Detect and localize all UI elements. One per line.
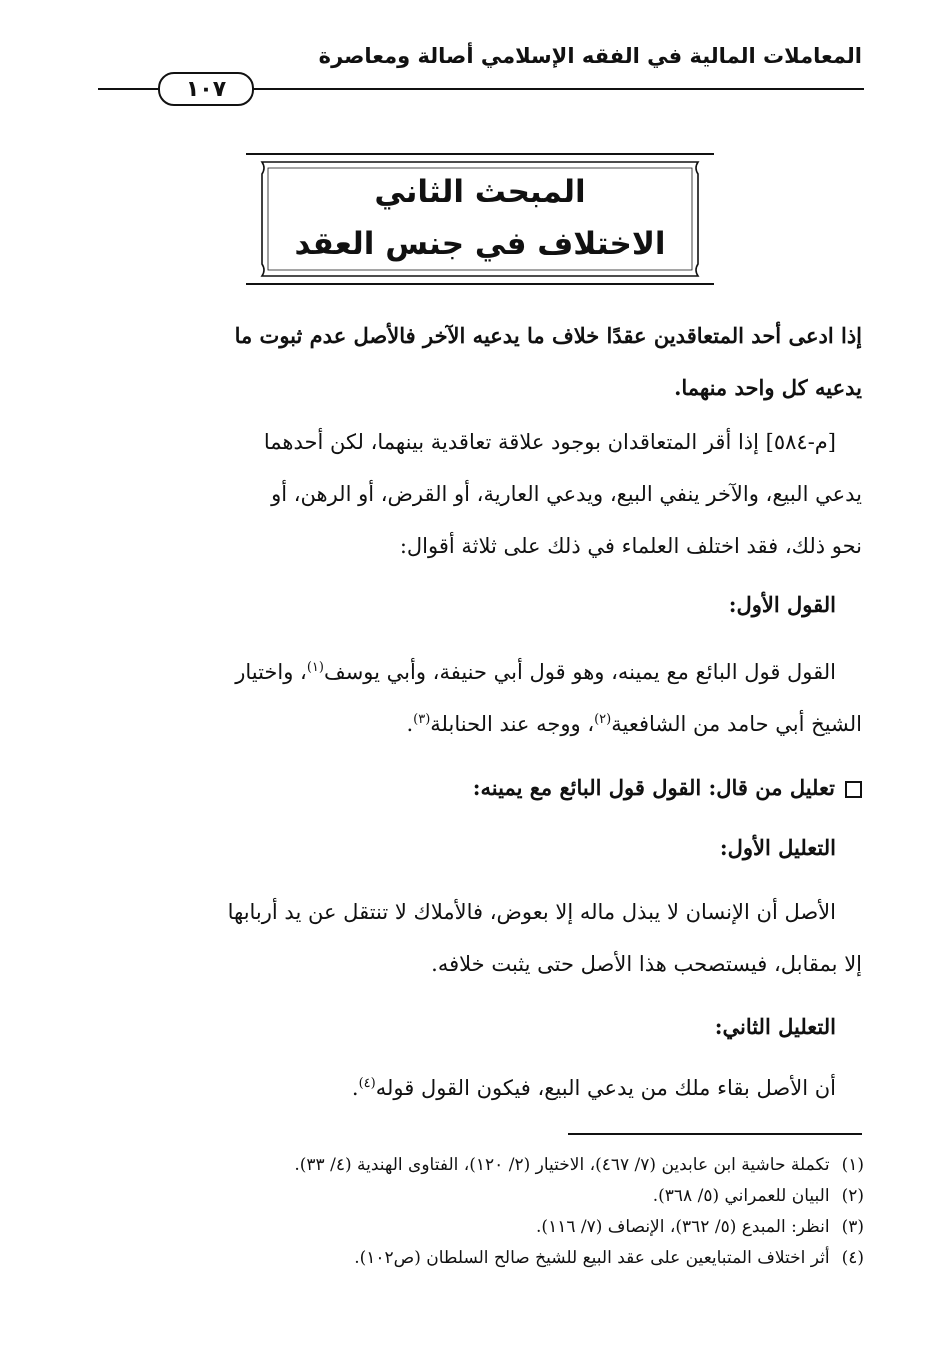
footnote-text: تكملة حاشية ابن عابدين (٧/ ٤٦٧)، الاختيار (٢/ ١٢٠)، الفتاوى الهندية (٤/ ٣٣).: [294, 1155, 830, 1175]
first-reasoning-heading: التعليل الأول:: [719, 835, 836, 860]
first-opinion-text: القول قول البائع مع يمينه، وهو قول أبي حنيفة، وأبي يوسف: [323, 660, 836, 684]
intro-paragraph: [96, 310, 862, 414]
second-reasoning-line: [96, 1062, 862, 1114]
page-number: ١٠٧: [158, 72, 254, 106]
footnote-text: أثر اختلاف المتبايعين على عقد البيع للشيخ صالح السلطان (ص١٠٢).: [354, 1248, 830, 1268]
first-opinion-heading: القول الأول:: [728, 592, 836, 617]
footnote-separator: [568, 1133, 862, 1135]
second-reasoning-paragraph: [96, 1062, 862, 1114]
footnote-item: [84, 1181, 864, 1212]
section-title-frame: [246, 152, 714, 286]
second-reasoning-heading: التعليل الثاني:: [714, 1014, 836, 1039]
issue-line: نحو ذلك، فقد اختلف العلماء في ذلك على ثلاثة أقوال:: [399, 534, 862, 558]
footnote-item: [84, 1150, 864, 1181]
footnote-number: (٣): [841, 1217, 864, 1237]
footnote-ref[interactable]: (٢): [594, 712, 612, 727]
running-title: المعاملات المالية في الفقه الإسلامي أصالة ومعاصرة: [318, 44, 862, 68]
second-reasoning-text: .: [351, 1076, 359, 1100]
intro-line: يدعيه كل واحد منهما.: [674, 375, 862, 400]
first-reasoning-line: إلا بمقابل، فيستصحب هذا الأصل حتى يثبت خلافه.: [431, 952, 862, 976]
reasoning-heading-text: تعليل من قال: القول قول البائع مع يمينه:: [472, 775, 835, 800]
footnote-ref[interactable]: (٤): [358, 1076, 376, 1091]
footnote-item: [84, 1212, 864, 1243]
second-reasoning-text: أن الأصل بقاء ملك من يدعي البيع، فيكون القول قوله: [375, 1076, 836, 1100]
issue-paragraph: [96, 416, 862, 572]
first-opinion-text: .: [406, 712, 414, 736]
first-reasoning-line: الأصل أن الإنسان لا يبذل ماله إلا بعوض، فالأملاك لا تنتقل عن يد أربابها: [227, 900, 836, 924]
section-title-line1: المبحث الثاني: [374, 174, 586, 210]
footnotes: [84, 1150, 864, 1274]
first-opinion-line: [96, 698, 862, 750]
footnote-ref[interactable]: (٣): [413, 712, 431, 727]
first-opinion-text: ، ووجه عند الحنابلة: [430, 712, 595, 736]
intro-line: إذا ادعى أحد المتعاقدين عقدًا خلاف ما يدعيه الآخر فالأصل عدم ثبوت ما: [234, 323, 862, 348]
footnote-text: البيان للعمراني (٥/ ٣٦٨).: [652, 1186, 830, 1206]
first-opinion-text: ، واختيار: [235, 660, 307, 684]
title-frame-border: [246, 152, 714, 286]
footnote-number: (٢): [841, 1186, 864, 1206]
issue-line: يدعي البيع، والآخر ينفي البيع، ويدعي العارية، أو القرض، أو الرهن، أو: [271, 482, 862, 506]
footnote-ref[interactable]: (١): [306, 660, 324, 675]
first-opinion-line: [96, 646, 862, 698]
first-opinion-paragraph: [96, 646, 862, 750]
first-reasoning-paragraph: [96, 886, 862, 990]
section-title-line2: الاختلاف في جنس العقد: [294, 226, 666, 262]
checkbox-bullet-icon: [845, 781, 862, 798]
footnote-number: (٤): [841, 1248, 864, 1268]
footnote-text: انظر: المبدع (٥/ ٣٦٢)، الإنصاف (٧/ ١١٦).: [536, 1217, 830, 1237]
reasoning-heading: [473, 775, 862, 800]
footnote-number: (١): [841, 1155, 864, 1175]
first-opinion-text: الشيخ أبي حامد من الشافعية: [611, 712, 862, 736]
issue-line: [م-٥٨٤] إذا أقر المتعاقدان بوجود علاقة تعاقدية بينهما، لكن أحدهما: [263, 430, 836, 454]
footnote-item: [84, 1243, 864, 1274]
